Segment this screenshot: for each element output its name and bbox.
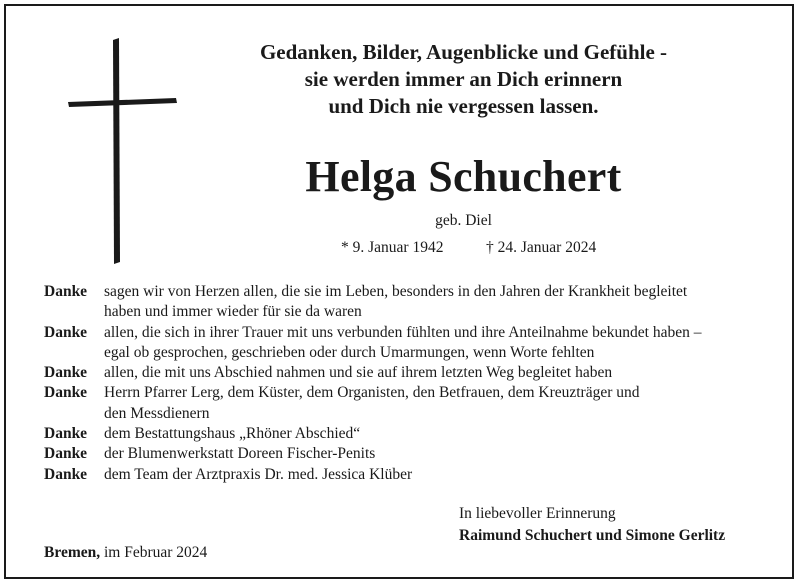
thanks-item	[44, 444, 764, 464]
thanks-text	[104, 383, 764, 424]
thanks-keyword: Danke	[44, 445, 88, 463]
birth-date: * 9. Januar 1942	[341, 239, 444, 256]
thanks-line: Herrn Pfarrer Lerg, dem Küster, dem Organisten, den Betfrauen, dem Kreuzträger und	[104, 384, 640, 402]
thanks-text	[104, 465, 764, 485]
thanks-line: der Blumenwerkstatt Doreen Fischer-Penits	[104, 445, 376, 463]
thanks-text	[104, 323, 764, 364]
cross-icon	[68, 38, 178, 264]
thanks-keyword: Danke	[44, 384, 88, 402]
thanks-line: egal ob gesprochen, geschrieben oder durch Umarmungen, wenn Worte fehlten	[104, 343, 595, 361]
birth-name: geb. Diel	[435, 212, 492, 229]
thanks-keyword: Danke	[44, 323, 88, 341]
thanks-text	[104, 363, 764, 383]
poem-line: Gedanken, Bilder, Augenblicke und Gefühle -	[259, 40, 668, 64]
thanks-keyword: Danke	[44, 465, 88, 483]
place: Bremen,	[44, 544, 101, 561]
obituary-card	[4, 4, 794, 579]
poem-line: und Dich nie vergessen lassen.	[328, 94, 599, 118]
poem-line: sie werden immer an Dich erinnern	[304, 67, 623, 91]
thanks-line: allen, die mit uns Abschied nahmen und sie auf ihrem letzten Weg begleitet haben	[104, 364, 613, 382]
death-date: † 24. Januar 2024	[486, 239, 597, 256]
thanks-item	[44, 383, 764, 424]
thanks-text	[104, 282, 764, 323]
thanks-line: sagen wir von Herzen allen, die sie im Leben, besonders in den Jahren der Krankheit begleitet	[104, 283, 688, 300]
thanks-line: dem Bestattungshaus „Rhöner Abschied“	[104, 425, 361, 443]
closing-phrase: In liebevoller Erinnerung	[459, 505, 616, 522]
thanks-line: den Messdienern	[104, 404, 210, 422]
deceased-name: Helga Schuchert	[305, 152, 622, 201]
thanks-item	[44, 282, 764, 323]
thanks-item	[44, 363, 764, 383]
thanks-text	[104, 444, 764, 464]
thanks-line: dem Team der Arztpraxis Dr. med. Jessica Klüber	[104, 465, 413, 483]
thanks-keyword: Danke	[44, 283, 88, 300]
place-date	[44, 544, 207, 562]
signers: Raimund Schuchert und Simone Gerlitz	[459, 527, 726, 544]
closing-block	[459, 503, 725, 547]
thanks-keyword: Danke	[44, 364, 88, 382]
poem-verse	[231, 39, 696, 120]
thanks-line: haben und immer wieder für sie da waren	[104, 303, 362, 321]
thanks-list	[44, 282, 764, 485]
thanks-item	[44, 465, 764, 485]
thanks-line: allen, die sich in ihrer Trauer mit uns verbunden fühlten und ihre Anteilnahme bekundet haben –	[104, 323, 702, 341]
thanks-item	[44, 323, 764, 364]
thanks-keyword: Danke	[44, 425, 88, 443]
thanks-text	[104, 424, 764, 444]
date: im Februar 2024	[103, 544, 208, 561]
thanks-item	[44, 424, 764, 444]
